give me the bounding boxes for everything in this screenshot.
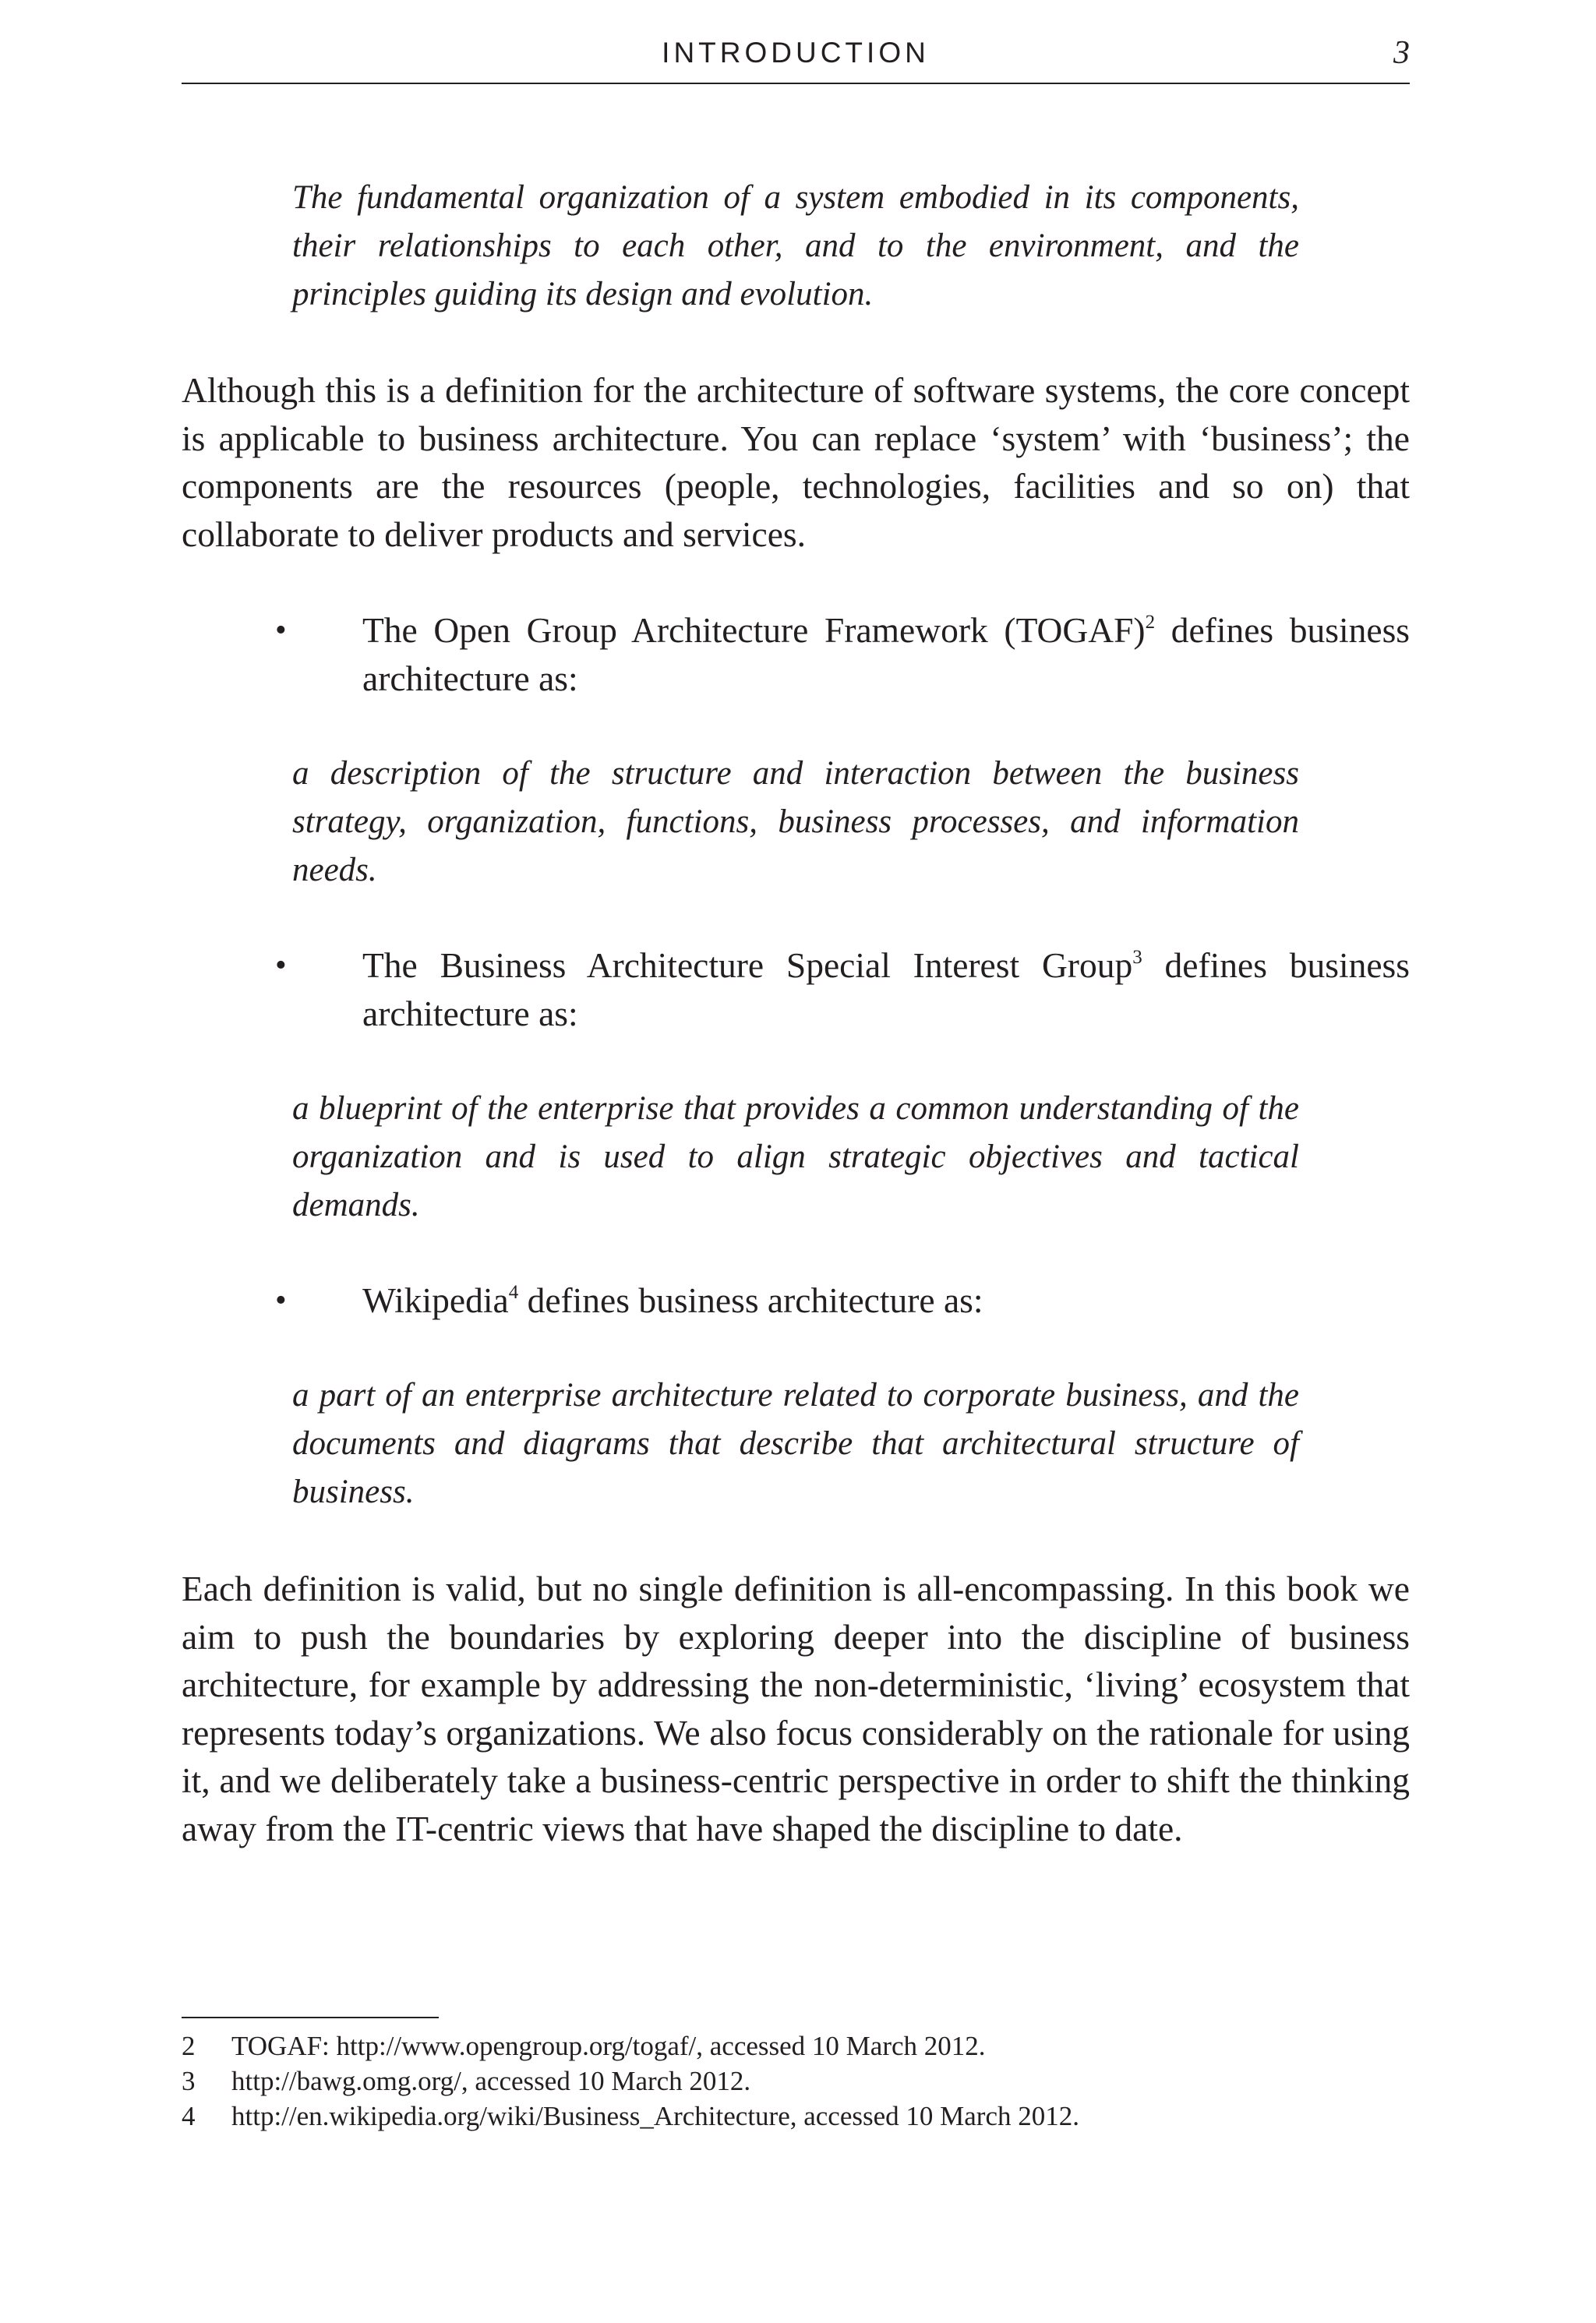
- footnote-rule: [182, 2017, 439, 2018]
- definition-quote: The fundamental organization of a system embodied in its components, their relationships to each other, and to the environment, and the principles guiding its design and evolution.: [292, 179, 1299, 312]
- list-item-tail: defines business architecture as:: [518, 1280, 983, 1320]
- bullet-icon: •: [275, 1283, 287, 1319]
- list-item-lead: The Business Architecture Special Interest Group: [362, 945, 1133, 985]
- footnote-number: 3: [182, 2066, 196, 2096]
- footnote: [182, 2099, 1410, 2134]
- footnotes: [182, 2028, 1410, 2134]
- body-paragraph: Each definition is valid, but no single definition is all-encompassing. In this book we aim to push the boundaries by exploring deeper into the discipline of business architecture, for example by addressing the non-deterministic, ‘living’ ecosystem that represents today’s organizations. We also focus considerably on the rationale for using it, and we deliberately take a business-centric perspective in order to shift the thinking away from the IT-centric views that have shaped the discipline to date.: [182, 1569, 1410, 1848]
- footnote-reference[interactable]: 2: [1145, 612, 1156, 633]
- running-title: INTRODUCTION: [662, 37, 930, 69]
- page-number: 3: [1393, 35, 1410, 71]
- header-rule: [182, 83, 1410, 84]
- definition-quote: a part of an enterprise architecture related to corporate business, and the documents and diagrams that describe that architectural structure of business.: [292, 1377, 1299, 1510]
- footnote-reference[interactable]: 4: [508, 1282, 519, 1303]
- bullet-icon: •: [275, 613, 287, 648]
- list-item-text: [362, 606, 1410, 703]
- footnote-text: http://en.wikipedia.org/wiki/Business_Architecture, accessed 10 March 2012.: [231, 2101, 1079, 2131]
- list-item-tail: defines business architecture as:: [362, 945, 1410, 1033]
- list-item-text: [362, 941, 1410, 1038]
- definition-quote: a description of the structure and interaction between the business strategy, organization, functions, business processes, and information needs.: [292, 755, 1299, 888]
- footnote-number: 4: [182, 2101, 196, 2131]
- footnote: [182, 2064, 1410, 2099]
- list-item-lead: Wikipedia: [362, 1280, 509, 1320]
- body-paragraph: Although this is a definition for the architecture of software systems, the core concept is applicable to business architecture. You can replace ‘system’ with ‘business’; the components are the resources (people, technologies, facilities and so on) that collaborate to deliver products and services.: [182, 370, 1410, 554]
- footnote-text: TOGAF: http://www.opengroup.org/togaf/, accessed 10 March 2012.: [231, 2031, 986, 2061]
- list-item-tail: defines business architecture as:: [362, 610, 1410, 698]
- bullet-icon: •: [275, 948, 287, 983]
- list-item-text: [362, 1276, 1410, 1325]
- footnote-reference[interactable]: 3: [1132, 947, 1142, 968]
- footnote: [182, 2028, 1410, 2064]
- definition-quote: a blueprint of the enterprise that provides a common understanding of the organization and is used to align strategic objectives and tactical demands.: [292, 1090, 1299, 1223]
- footnote-text: http://bawg.omg.org/, accessed 10 March 2012.: [231, 2066, 751, 2096]
- footnote-number: 2: [182, 2031, 196, 2061]
- list-item-lead: The Open Group Architecture Framework (TOGAF): [362, 610, 1146, 650]
- running-head: [182, 33, 1410, 73]
- book-page: [182, 0, 1410, 2323]
